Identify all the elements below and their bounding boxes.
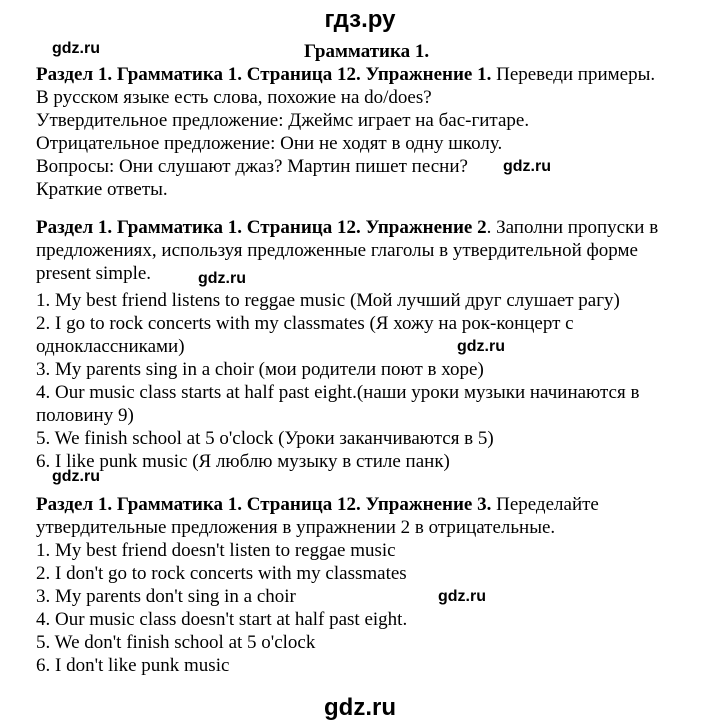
- section-2-line: 6. I like punk music (Я люблю музыку в стиле панк): [36, 451, 450, 472]
- section-2-line: 1. My best friend listens to reggae music (Мой лучший друг слушает рагу): [36, 290, 620, 311]
- watermark-small: gdz.ru: [52, 468, 100, 485]
- section-2-line: 2. I go to rock concerts with my classmates (Я хожу на рок-концерт с: [36, 313, 574, 334]
- section-2-heading: Раздел 1. Грамматика 1. Страница 12. Упражнение 2: [36, 217, 487, 238]
- watermark-bottom: gdz.ru: [324, 694, 396, 721]
- watermark-small: gdz.ru: [198, 270, 246, 287]
- watermark-small: gdz.ru: [503, 158, 551, 175]
- section-3-line: 2. I don't go to rock concerts with my classmates: [36, 563, 407, 584]
- section-2-line: половину 9): [36, 405, 134, 426]
- section-1-line: Краткие ответы.: [36, 179, 168, 200]
- section-3-line: 3. My parents don't sing in a choir: [36, 586, 296, 607]
- section-1-line: Утвердительное предложение: Джеймс играет на бас-гитаре.: [36, 110, 530, 131]
- section-2-line: одноклассниками): [36, 336, 185, 357]
- section-3-line: утвердительные предложения в упражнении 2 в отрицательные.: [36, 517, 556, 538]
- section-3-line: 4. Our music class doesn't start at half past eight.: [36, 609, 408, 630]
- section-2-line: present simple.: [36, 263, 152, 284]
- section-2-line: 5. We finish school at 5 o'clock (Уроки заканчиваются в 5): [36, 428, 494, 449]
- section-1-heading-line: [36, 63, 655, 86]
- watermark-top: гдз.ру: [324, 6, 396, 33]
- section-3-line: 5. We don't finish school at 5 o'clock: [36, 632, 316, 653]
- watermark-small: gdz.ru: [438, 588, 486, 605]
- section-1-line: В русском языке есть слова, похожие на do/does?: [36, 87, 432, 108]
- section-3-heading-line: [36, 493, 599, 516]
- section-3-line: Переделайте: [496, 494, 599, 515]
- section-2-heading-line: [36, 216, 658, 239]
- section-3-line: 6. I don't like punk music: [36, 655, 230, 676]
- section-2-line: 3. My parents sing in a choir (мои родители поют в хоре): [36, 359, 484, 380]
- section-2-line: предложениях, используя предложенные глаголы в утвердительной форме: [36, 240, 638, 261]
- section-2-line: . Заполни пропуски в: [486, 217, 659, 238]
- section-1-heading: Раздел 1. Грамматика 1. Страница 12. Упражнение 1.: [36, 64, 492, 85]
- watermark-small: gdz.ru: [52, 40, 100, 57]
- watermark-small: gdz.ru: [457, 338, 505, 355]
- page-title: Грамматика 1.: [304, 41, 430, 62]
- section-1-line: Отрицательное предложение: Они не ходят в одну школу.: [36, 133, 503, 154]
- section-3-line: 1. My best friend doesn't listen to reggae music: [36, 540, 396, 561]
- section-2-line: 4. Our music class starts at half past eight.(наши уроки музыки начинаются в: [36, 382, 640, 403]
- section-1-line: Переведи примеры.: [496, 64, 656, 85]
- section-1-line: Вопросы: Они слушают джаз? Мартин пишет песни?: [36, 156, 468, 177]
- section-3-heading: Раздел 1. Грамматика 1. Страница 12. Упражнение 3.: [36, 494, 492, 515]
